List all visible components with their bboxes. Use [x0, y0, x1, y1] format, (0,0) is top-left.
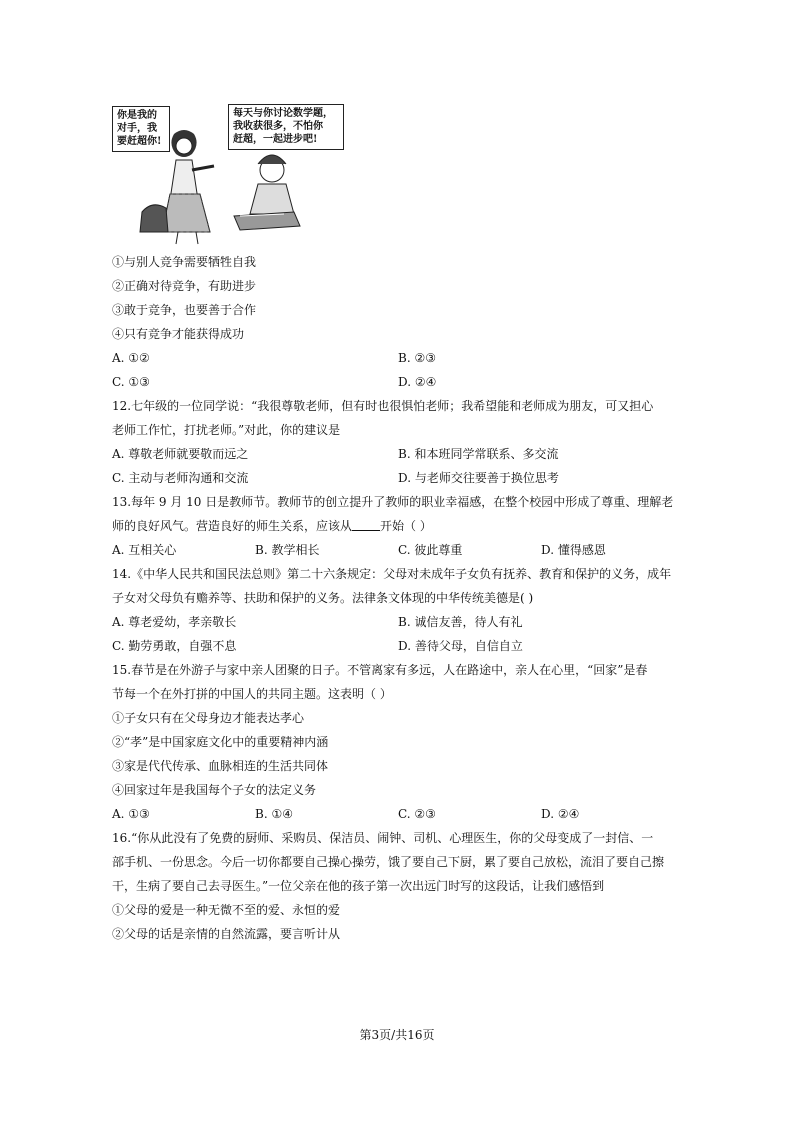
q14-option-d[interactable]: D. 善待父母，自信自立 — [398, 639, 523, 653]
q15-option-b[interactable]: B. ①④ — [255, 807, 293, 821]
q12-option-d[interactable]: D. 与老师交往要善于换位思考 — [398, 471, 559, 485]
q13-option-c[interactable]: C. 彼此尊重 — [398, 543, 463, 557]
q11-option-c[interactable]: C. ①③ — [112, 375, 150, 389]
q11-item: ③敢于竞争，也要善于合作 — [112, 303, 257, 317]
q12-option-b[interactable]: B. 和本班同学常联系、多交流 — [398, 447, 559, 461]
q15-option-d[interactable]: D. ②④ — [541, 807, 580, 821]
q15-item: ②“孝”是中国家庭文化中的重要精神内涵 — [112, 735, 329, 749]
q13-stem: 13.每年 9 月 10 日是教师节。教师节的创立提升了教师的职业幸福感，在整个校园中形成了尊重、理解老 — [112, 495, 674, 509]
q13-option-d[interactable]: D. 懂得感恩 — [541, 543, 606, 557]
q11-option-d[interactable]: D. ②④ — [398, 375, 437, 389]
q14-stem: 子女对父母负有赡养等、扶助和保护的义务。法律条文体现的中华传统美德是( ) — [112, 591, 534, 605]
q12-stem: 12.七年级的一位同学说：“我很尊敬老师，但有时也很惧怕老师；我希望能和老师成为朋友，可又担心 — [112, 399, 654, 413]
page-number: 第3页/共16页 — [359, 1028, 435, 1042]
bubble-text-line: 你是我的 — [117, 110, 157, 121]
q16-stem: 部手机、一份思念。今后一切你都要自己操心操劳，饿了要自己下厨，累了要自己放松，流泪了要自己擦 — [112, 855, 665, 869]
q14-option-a[interactable]: A. 尊老爱幼，孝亲敬长 — [112, 615, 237, 629]
bubble-text-line: 赶超，一起进步吧! — [233, 134, 318, 145]
q15-item: ③家是代代传承、血脉相连的生活共同体 — [112, 759, 329, 773]
q15-stem: 15.春节是在外游子与家中亲人团聚的日子。不管离家有多远，人在路途中，亲人在心里，“回家”是春 — [112, 663, 648, 677]
q16-item: ①父母的爱是一种无微不至的爱、永恒的爱 — [112, 903, 341, 917]
q13-stem — [112, 518, 432, 534]
bubble-text-line: 我收获很多，不怕你 — [233, 121, 323, 132]
q13-stem-part: 开始（ ） — [380, 519, 432, 533]
q13-stem-part: 师的良好风气。营造良好的师生关系，应该从 — [112, 519, 353, 533]
q12-option-a[interactable]: A. 尊敬老师就要敬而远之 — [112, 447, 249, 461]
bubble-text-line: 对手，我 — [117, 123, 157, 134]
q15-option-a[interactable]: A. ①③ — [112, 807, 150, 821]
q11-option-a[interactable]: A. ①② — [112, 351, 150, 365]
q13-option-a[interactable]: A. 互相关心 — [112, 543, 177, 557]
q15-item: ①子女只有在父母身边才能表达孝心 — [112, 711, 305, 725]
bubble-text-line: 要赶超你! — [117, 136, 162, 147]
q12-option-c[interactable]: C. 主动与老师沟通和交流 — [112, 471, 249, 485]
q16-item: ②父母的话是亲情的自然流露，要言听计从 — [112, 927, 341, 941]
q12-stem: 老师工作忙，打扰老师。”对此，你的建议是 — [112, 423, 341, 437]
bubble-text-line: 每天与你讨论数学题， — [233, 108, 333, 119]
q13-option-b[interactable]: B. 教学相长 — [255, 543, 320, 557]
speech-bubble-left — [112, 106, 170, 152]
cartoon-illustration — [112, 104, 348, 246]
q16-stem: 16.“你从此没有了免费的厨师、采购员、保洁员、闹钟、司机、心理医生，你的父母变成了一封信、一 — [112, 831, 654, 845]
q15-option-c[interactable]: C. ②③ — [398, 807, 436, 821]
answer-blank — [352, 518, 380, 531]
q14-option-c[interactable]: C. 勤劳勇敢，自强不息 — [112, 639, 237, 653]
q11-item: ①与别人竞争需要牺牲自我 — [112, 255, 257, 269]
q11-item: ④只有竞争才能获得成功 — [112, 327, 245, 341]
q14-stem: 14.《中华人民共和国民法总则》第二十六条规定：父母对未成年子女负有抚养、教育和保护的义务，成年 — [112, 567, 672, 581]
q15-stem: 节每一个在外打拼的中国人的共同主题。这表明（ ） — [112, 687, 392, 701]
speech-bubble-right — [228, 104, 344, 150]
q15-item: ④回家过年是我国每个子女的法定义务 — [112, 783, 317, 797]
q11-item: ②正确对待竞争，有助进步 — [112, 279, 257, 293]
q11-option-b[interactable]: B. ②③ — [398, 351, 436, 365]
q14-option-b[interactable]: B. 诚信友善，待人有礼 — [398, 615, 523, 629]
q16-stem: 干，生病了要自己去寻医生。”一位父亲在他的孩子第一次出远门时写的这段话，让我们感悟到 — [112, 879, 605, 893]
